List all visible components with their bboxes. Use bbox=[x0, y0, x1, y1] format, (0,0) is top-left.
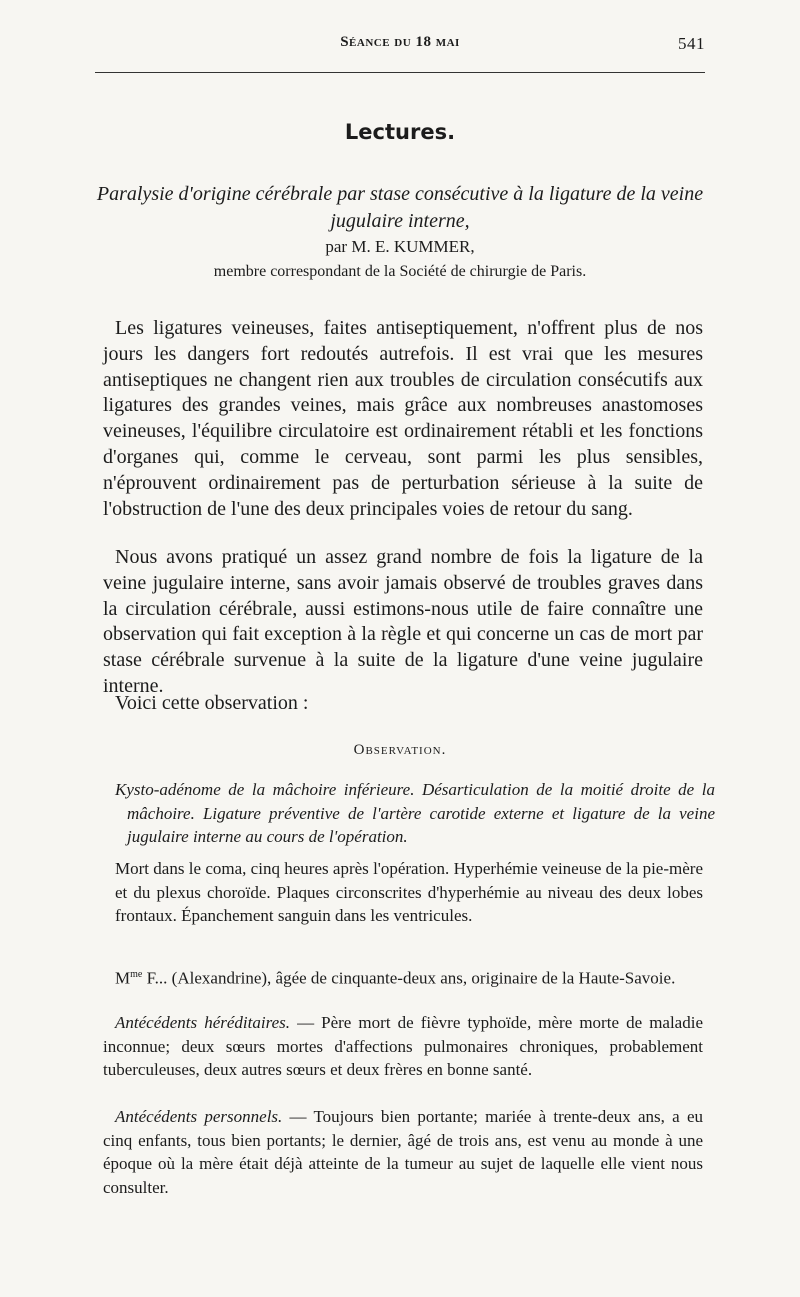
personal-history bbox=[103, 1105, 703, 1199]
patient-title-sup: me bbox=[130, 969, 143, 980]
observation-heading: Observation. bbox=[353, 742, 447, 758]
observation-summary: Kysto-adénome de la mâchoire inférieure. Désarticulation de la moitié droite de la mâchoire. Ligature préventive de l'artère carotide externe et ligature de la veine jugulaire interne au cours de l'opération. bbox=[115, 780, 715, 846]
patient-details: F... (Alexandrine), âgée de cinquante-deux ans, originaire de la Haute-Savoie. bbox=[142, 968, 676, 988]
article-byline: par M. E. KUMMER, bbox=[325, 237, 475, 256]
observation-outcome: Mort dans le coma, cinq heures après l'opération. Hyperhémie veineuse de la pie-mère et du plexus choroïde. Plaques circonscrites d'hyperhémie au niveau des deux lobes frontaux. Épanchement sanguin dans les ventricules. bbox=[115, 859, 703, 925]
hereditary-history bbox=[103, 1011, 703, 1082]
paragraph-1: Les ligatures veineuses, faites antiseptiquement, n'offrent plus de nos jours les dangers fort redoutés autrefois. Il est vrai que les mesures antiseptiques ne changent rien aux troubles de circulation consécutifs aux ligatures des grandes veines, mais grâce aux nombreuses anastomoses veineuses, l'équilibre circulatoire est ordinairement rétabli et les fonctions d'organes qui, comme le cerveau, sont parmi les plus sensibles, n'éprouvent ordinairement pas de perturbation sérieuse à la suite de l'obstruction de l'une des deux principales voies de retour du sang. bbox=[103, 317, 703, 520]
patient-title: M bbox=[115, 968, 131, 988]
paragraph-3: Voici cette observation : bbox=[115, 692, 309, 714]
article-affiliation: membre correspondant de la Société de chirurgie de Paris. bbox=[213, 263, 587, 280]
patient-identity bbox=[103, 963, 703, 990]
hereditary-label: Antécédents héréditaires. bbox=[115, 1013, 290, 1032]
hereditary-text: — Père mort de fièvre typhoïde, mère morte de maladie inconnue; deux sœurs mortes d'affections pulmonaires chroniques, probablement tuberculeuses, deux autres sœurs et deux frères en bonne santé. bbox=[103, 1013, 703, 1079]
personal-label: Antécédents personnels. bbox=[115, 1107, 283, 1126]
personal-text: — Toujours bien portante; mariée à trente-deux ans, a eu cinq enfants, tous bien portants; le dernier, âgé de trois ans, est venu au monde à une époque où la mère était déjà atteinte de la tumeur au sujet de laquelle elle vient nous consulter. bbox=[103, 1107, 704, 1197]
section-title: Lectures. bbox=[344, 120, 456, 144]
page-number: 541 bbox=[678, 34, 705, 53]
header-rule bbox=[95, 72, 705, 73]
running-header bbox=[95, 34, 705, 60]
paragraph-2: Nous avons pratiqué un assez grand nombre de fois la ligature de la veine jugulaire interne, sans avoir jamais observé de troubles graves dans la circulation cérébrale, aussi estimons-nous utile de faire connaître une observation qui fait exception à la règle et qui concerne un cas de mort par stase cérébrale survenue à la suite de la ligature d'une veine jugulaire interne. bbox=[103, 546, 703, 697]
article-title: Paralysie d'origine cérébrale par stase consécutive à la ligature de la veine jugulaire interne, bbox=[96, 183, 704, 232]
running-title: Séance du 18 mai bbox=[340, 34, 460, 50]
